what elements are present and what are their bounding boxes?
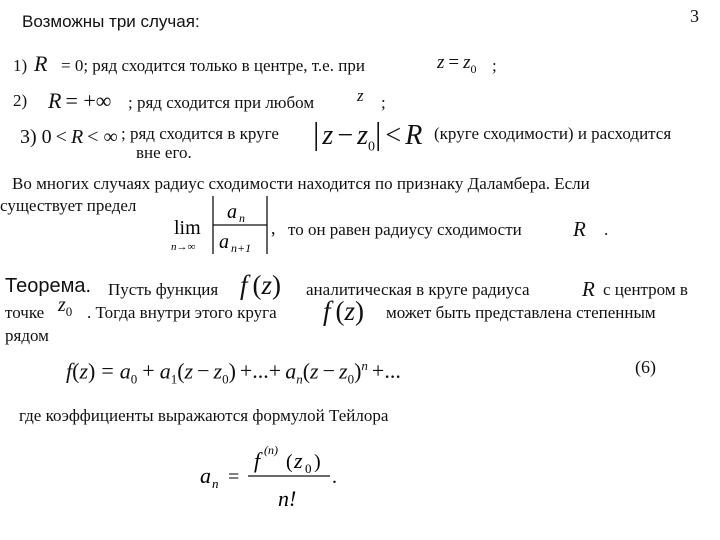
theorem-text1: Пусть функция: [108, 280, 219, 299]
case1-eq-sign: =: [448, 52, 460, 73]
theorem-f1-rp: ): [272, 270, 282, 300]
case3-var-R: R: [70, 126, 84, 148]
series-lp3: (: [302, 358, 311, 384]
taylor-lp: (: [286, 451, 293, 473]
series-lp2: (: [177, 358, 185, 384]
series-z: z: [79, 358, 89, 384]
theorem-f-of-z-1: [240, 270, 281, 301]
taylor-sub-n: n: [212, 476, 219, 491]
theorem-text5: . Тогда внутри этого круга: [87, 303, 277, 322]
theorem-f2-lp: (: [335, 296, 345, 326]
case1-var-R: R: [34, 51, 48, 76]
numerator-sub: n: [239, 211, 245, 225]
theorem-text7: рядом: [5, 326, 49, 345]
case3-sub0: 0: [368, 139, 376, 155]
case3-inequality: [20, 126, 118, 149]
theorem-z0: [58, 294, 72, 320]
case3-minus: −: [337, 120, 354, 151]
series-minus3: −: [322, 358, 336, 384]
case2-equation: [48, 88, 111, 114]
theorem-f1: f: [240, 270, 248, 300]
case3-abs-R: R: [405, 120, 423, 151]
case2-text: ; ряд сходится при любом: [128, 93, 315, 112]
series-tail: +...: [371, 358, 401, 384]
theorem-text2: аналитическая в круге радиуса: [306, 280, 530, 299]
case1-eq-z0: z: [463, 52, 471, 73]
case3-text1: ; ряд сходится в круге: [121, 124, 279, 143]
taylor-eq: =: [228, 466, 240, 488]
dalembert-line2: существует предел: [0, 196, 137, 215]
case3-abs-z: z: [322, 120, 334, 151]
numerator-a: a: [227, 201, 237, 223]
taylor-sub0: 0: [305, 461, 312, 476]
case3-number: 3) 0: [20, 126, 52, 148]
lim-label: lim: [174, 217, 201, 239]
theorem-f1-z: z: [261, 270, 273, 300]
case1-number: 1): [13, 56, 28, 75]
case3-lt1: <: [55, 126, 67, 148]
denominator-sub: n+1: [231, 241, 252, 255]
case2-number: 2): [13, 91, 28, 110]
series-f: f: [66, 358, 73, 384]
equation-number: (6): [635, 357, 656, 377]
denominator-a: a: [219, 231, 229, 253]
dalembert-line1: Во многих случаях радиус сходимости находится по признаку Даламбера. Если: [12, 174, 590, 193]
taylor-end: .: [332, 466, 337, 488]
series-a0: a: [119, 358, 131, 384]
case1-text: = 0; ряд сходится только в центре, т.е. при: [61, 56, 365, 75]
taylor-z: z: [294, 448, 303, 473]
series-z3: z: [310, 358, 319, 384]
theorem-text6: может быть представлена степенным: [386, 303, 656, 322]
case2-end: ;: [381, 93, 386, 112]
series-rp: ): [88, 358, 96, 384]
page-number: 3: [690, 6, 699, 26]
taylor-a: a: [200, 463, 211, 488]
series-an: a: [285, 358, 297, 384]
series-rp2: ): [228, 358, 236, 384]
series-z2: z: [184, 358, 194, 384]
dalembert-var-R: R: [573, 217, 586, 241]
taylor-den: n!: [278, 486, 297, 511]
theorem-z0-sub: 0: [65, 304, 73, 319]
series-pow-n: n: [361, 358, 368, 373]
case3-lt2: <: [385, 120, 402, 151]
series-dots: +...+: [239, 358, 282, 384]
case2-var-R: R: [48, 88, 62, 113]
theorem-f1-lp: (: [252, 270, 262, 300]
theorem-var-R: R: [582, 277, 595, 301]
series-z0-2: z: [213, 358, 223, 384]
theorem-f2-z: z: [344, 296, 356, 326]
case1-eq-sub0: 0: [470, 61, 477, 76]
case2-var-z: z: [357, 86, 364, 105]
lim-subscript: n→∞: [171, 241, 196, 253]
series-sub1: 1: [170, 371, 178, 387]
cases-heading: Возможны три случая:: [22, 12, 200, 31]
series-a1: a: [159, 358, 171, 384]
series-plus: +: [142, 358, 155, 384]
theorem-text4: точке: [5, 303, 45, 322]
series-sub0-2: 0: [222, 371, 229, 387]
theorem-text3: с центром в: [603, 280, 688, 299]
series-minus2: −: [197, 358, 210, 384]
theorem-f2: f: [323, 296, 331, 326]
theorem-z0-z: z: [58, 294, 66, 316]
case3-tail: < ∞: [87, 126, 118, 148]
dalembert-after: то он равен радиусу сходимости: [288, 220, 522, 239]
case1-eq-z: z: [437, 52, 445, 73]
case3-abs-inequality: | $z - z_0| < R$: [313, 115, 423, 155]
series-eq: =: [101, 358, 114, 384]
taylor-sup: (n): [264, 443, 278, 457]
series-subn: n: [296, 371, 303, 387]
case1-end: ;: [492, 56, 497, 75]
taylor-f: f: [254, 448, 261, 473]
case3-abs-z0: z: [357, 120, 369, 151]
power-series-formula: [66, 358, 401, 388]
theorem-f2-rp: ): [355, 296, 365, 326]
series-z0-3: z: [339, 358, 348, 384]
series-sub0: 0: [130, 371, 138, 387]
theorem-label: Теорема.: [5, 275, 92, 297]
dalembert-end: .: [604, 220, 609, 239]
case2-eq: = +∞: [65, 88, 112, 113]
series-rp3: ): [354, 358, 362, 384]
series-lp: (: [72, 358, 80, 384]
case3-text2: (круге сходимости) и расходится: [434, 124, 672, 143]
series-sub0-3: 0: [347, 371, 355, 387]
case3-text3: вне его.: [136, 143, 192, 162]
limit-formula: [168, 190, 280, 260]
taylor-formula: [198, 440, 338, 520]
limit-comma: ,: [271, 218, 276, 238]
taylor-caption: где коэффициенты выражаются формулой Тейлора: [19, 406, 389, 425]
case1-equation: [437, 52, 477, 77]
taylor-rp: ): [314, 451, 321, 473]
theorem-f-of-z-2: [323, 296, 364, 327]
